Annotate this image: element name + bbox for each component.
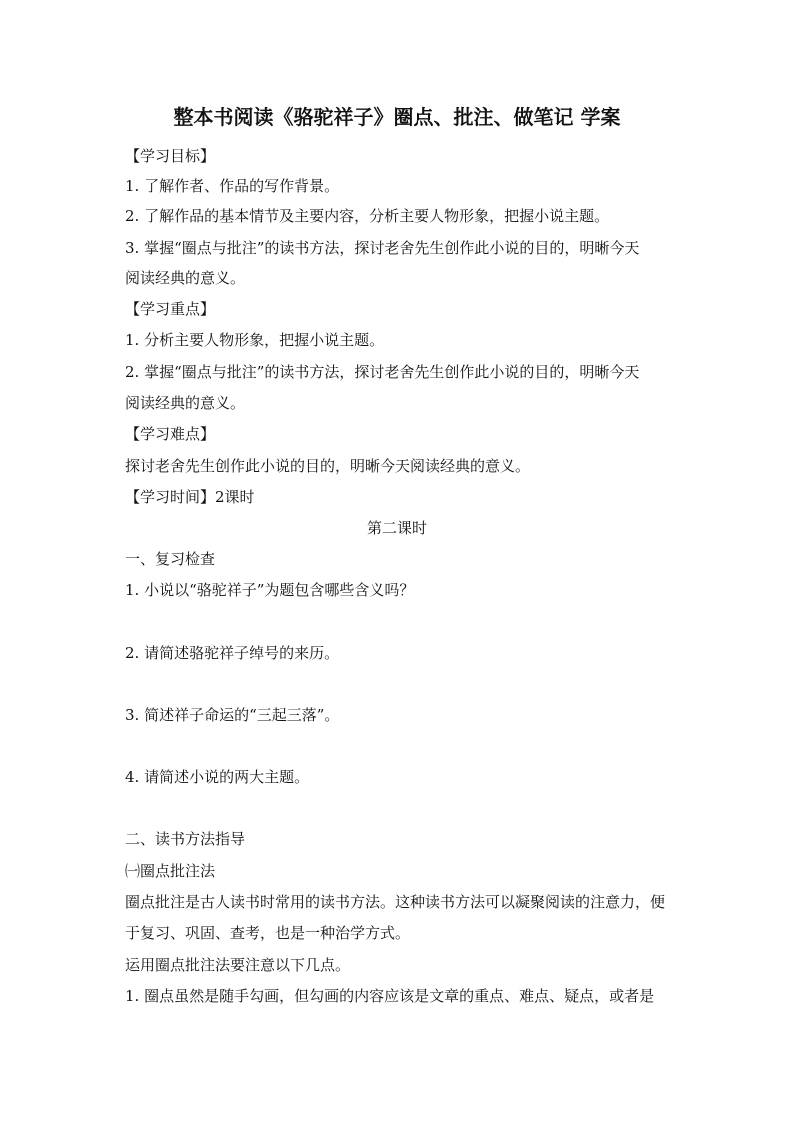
method-paragraph-2: 运用圈点批注法要注意以下几点。 [125,956,351,974]
lesson-title: 第二课时 [366,519,427,537]
review-question-1: 1. 小说以“骆驼祥子”为题包含哪些含义吗？ [125,581,415,599]
method-sub-heading: ㈠圈点批注法 [125,862,216,880]
objective-item-2: 2. 了解作品的基本情节及主要内容，分析主要人物形象，把握小说主题。 [125,207,610,225]
objective-item-3-line-2: 阅读经典的意义。 [125,269,246,287]
objective-item-3-line-1: 3. 掌握“圈点与批注”的读书方法，探讨老舍先生创作此小说的目的，明晰今天 [125,239,640,257]
key-point-item-2-line-2: 阅读经典的意义。 [125,394,246,412]
difficulties-heading: 【学习难点】 [125,425,216,443]
key-point-item-2-line-1: 2. 掌握“圈点与批注”的读书方法，探讨老舍先生创作此小说的目的，明晰今天 [125,363,640,381]
review-question-4: 4. 请简述小说的两大主题。 [125,768,310,786]
study-time: 【学习时间】2课时 [125,488,255,506]
objectives-heading: 【学习目标】 [125,147,216,165]
method-point-1: 1. 圈点虽然是随手勾画，但勾画的内容应该是文章的重点、难点、疑点，或者是 [125,987,655,1005]
key-point-item-1: 1. 分析主要人物形象，把握小说主题。 [125,331,385,349]
method-paragraph-1-line-1: 圈点批注是古人读书时常用的读书方法。这种读书方法可以凝聚阅读的注意力，便 [125,893,666,911]
method-heading: 二、读书方法指导 [125,830,246,848]
review-heading: 一、复习检查 [125,550,216,568]
key-points-heading: 【学习重点】 [125,300,216,318]
method-paragraph-1-line-2: 于复习、巩固、查考，也是一种治学方式。 [125,924,411,942]
document-title: 整本书阅读《骆驼祥子》圈点、批注、做笔记 学案 [173,105,621,129]
objective-item-1: 1. 了解作者、作品的写作背景。 [125,177,340,195]
review-question-2: 2. 请简述骆驼祥子绰号的来历。 [125,644,340,662]
difficulties-text: 探讨老舍先生创作此小说的目的，明晰今天阅读经典的意义。 [125,457,531,475]
review-question-3: 3. 简述祥子命运的“三起三落”。 [125,706,340,724]
